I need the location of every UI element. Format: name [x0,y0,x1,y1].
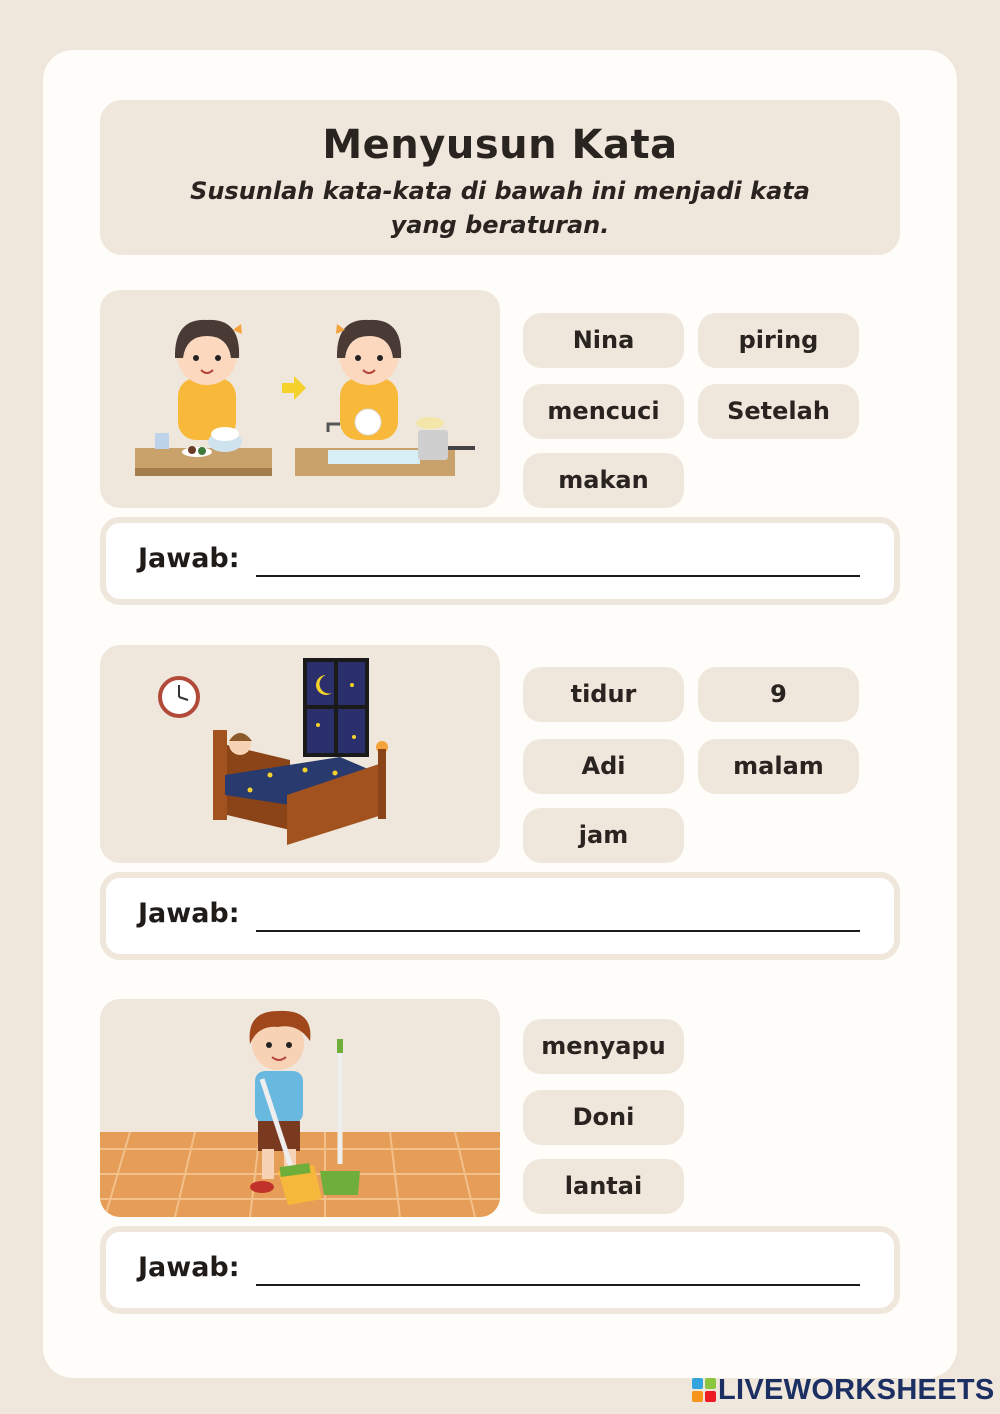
liveworksheets-logo-icon [692,1378,716,1402]
answer-box-2 [100,872,900,960]
word-chip[interactable]: 9 [698,667,859,722]
word-chip[interactable]: makan [523,453,684,508]
answer-input-2[interactable] [256,894,864,930]
answer-underline [256,930,860,932]
answer-box-3 [100,1226,900,1314]
word-chip[interactable]: mencuci [523,384,684,439]
word-chip[interactable]: malam [698,739,859,794]
answer-underline [256,1284,860,1286]
scene-image-1 [100,290,500,508]
answer-label: Jawab: [138,1252,240,1283]
word-chip[interactable]: tidur [523,667,684,722]
page-title: Menyusun Kata [322,122,678,168]
answer-input-1[interactable] [256,539,864,575]
liveworksheets-logo [692,1374,995,1404]
scene-image-2 [100,645,500,863]
answer-underline [256,575,860,577]
word-chip[interactable]: Setelah [698,384,859,439]
word-chip[interactable]: Doni [523,1090,684,1145]
word-chip[interactable]: Nina [523,313,684,368]
worksheet-header [100,100,900,255]
word-chip[interactable]: Adi [523,739,684,794]
word-chip[interactable]: lantai [523,1159,684,1214]
answer-input-3[interactable] [256,1248,864,1284]
answer-box-1 [100,517,900,605]
answer-label: Jawab: [138,898,240,929]
scene-image-3 [100,999,500,1217]
instructions: Susunlah kata-kata di bawah ini menjadi kata yang beraturan. [190,177,810,239]
word-chip[interactable]: piring [698,313,859,368]
word-chip[interactable]: menyapu [523,1019,684,1074]
word-chip[interactable]: jam [523,808,684,863]
answer-label: Jawab: [138,543,240,574]
brand-name: LIVEWORKSHEETS [718,1374,995,1406]
